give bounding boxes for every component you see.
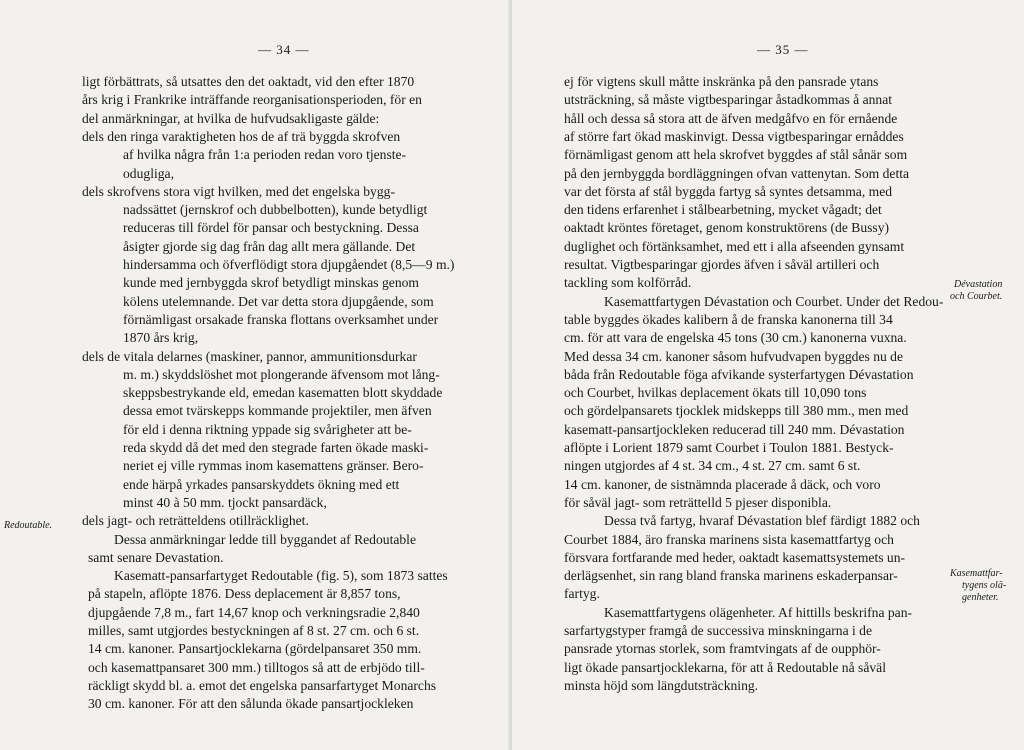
- margin-note: och Courbet.: [950, 291, 1003, 302]
- text-line: års krig i Frankrike inträffande reorganisationsperioden, för en: [82, 92, 422, 108]
- text-line: för såväl jagt- som reträttelld 5 pjeser disponibla.: [564, 494, 832, 510]
- text-line: utsträckning, så måste vigtbesparingar åstadkommas å annat: [564, 92, 893, 108]
- text-line: förnämligast genom att hela skrofvet byggdes af stål sånär som: [564, 147, 908, 163]
- text-line: och kasemattpansaret 300 mm.) tilltogos så att de erbjödo till-: [88, 659, 425, 675]
- text-line: Med dessa 34 cm. kanoner såsom hufvudvapen byggdes nu de: [564, 348, 904, 364]
- text-line: nadssättet (jernskrof och dubbelbotten), kunde betydligt: [123, 202, 428, 218]
- text-line: på stapeln, aflöpte 1876. Dess deplacement är 8,857 tons,: [88, 586, 401, 602]
- text-line: skeppsbestrykande eld, emedan kasematten blott skyddade: [123, 385, 443, 401]
- text-line: del anmärkningar, at hvilka de hufvudsakligaste gälde:: [82, 110, 380, 126]
- text-line: kasematt-pansartjockleken reducerad till 240 mm. Dévastation: [564, 421, 905, 437]
- text-line: Kasemattfartygens olägenheter. Af hittills beskrifna pan-: [604, 604, 913, 620]
- text-line: försvara fortfarande med heder, oaktadt kasemattsystemets un-: [564, 549, 906, 565]
- text-line: dels skrofvens stora vigt hvilken, med det engelska bygg-: [82, 183, 395, 199]
- text-line: dessa emot tvärskepps kommande projektiler, men äfven: [123, 403, 432, 419]
- margin-note: Dévastation: [954, 279, 1003, 290]
- text-line: ningen utgjordes af 4 st. 34 cm., 4 st. 27 cm. samt 6 st.: [564, 458, 861, 474]
- text-line: räckligt skydd bl. a. emot det engelska pansarfartyget Monarchs: [88, 677, 437, 693]
- margin-note: Redoutable.: [4, 520, 53, 531]
- text-line: reduceras till fördel för pansar och bestyckning. Dessa: [123, 220, 419, 236]
- text-line: för eld i denna riktning yppade sig svårigheter att be-: [123, 421, 412, 437]
- text-line: den tidens erfarenhet i stålbearbetning, mycket vågadt; det: [564, 202, 882, 218]
- text-line: hindersamma och öfverflödigt stora djupgåendet (8,5—9 m.): [123, 257, 455, 272]
- right-page: [512, 0, 1024, 750]
- text-line: kunde med jernbyggda skrof betydligt minskas genom: [123, 275, 419, 291]
- text-line: och Courbet, hvilkas deplacement ökats till 10,090 tons: [564, 385, 867, 401]
- page-number: — 34 —: [258, 42, 310, 57]
- text-line: åsigter gjorde sig dag från dag allt mera gällande. Det: [123, 238, 416, 254]
- text-line: odugliga,: [123, 165, 174, 181]
- text-line: Dessa anmärkningar ledde till byggandet af Redoutable: [114, 531, 416, 547]
- text-line: table byggdes ökades kalibern å de franska kanonerna till 34: [564, 311, 893, 327]
- text-line: ligt ökade pansartjocklekarna, för att å Redoutable nå såväl: [564, 659, 886, 675]
- margin-note: genheter.: [962, 592, 999, 603]
- text-line: milles, samt utgjordes bestyckningen af 8 st. 27 cm. och 6 st.: [88, 623, 420, 638]
- text-line: Kasematt-pansarfartyget Redoutable (fig. 5), som 1873 sattes: [114, 568, 448, 584]
- text-line: 1870 års krig,: [123, 330, 199, 346]
- text-line: ej för vigtens skull måtte inskränka på den pansrade ytans: [564, 74, 879, 89]
- text-line: båda från Redoutable föga afvikande systerfartygen Dévastation: [564, 366, 914, 382]
- text-line: reda skydd då det med den stegrade farten ökade maski-: [123, 440, 429, 455]
- text-line: dels den ringa varaktigheten hos de af trä byggda skrofven: [82, 128, 401, 144]
- text-line: Courbet 1884, äro franska marinens sista kasemattfartyg och: [564, 531, 894, 547]
- text-line: förnämligast orsakade franska flottans overksamhet under: [123, 311, 439, 327]
- text-line: sarfartygstyper framgå de successiva minskningarna i de: [564, 623, 873, 638]
- text-line: minsta höjd som längdutsträckning.: [564, 677, 759, 693]
- text-line: af hvilka några från 1:a perioden redan voro tjenste-: [123, 147, 407, 163]
- text-line: håll och dessa så stora att de äfven medgåfvo en för ernående: [564, 110, 898, 126]
- text-line: djupgående 7,8 m., fart 14,67 knop och verkningsradie 2,840: [88, 604, 420, 620]
- text-line: aflöpte i Lorient 1879 samt Courbet i Toulon 1881. Bestyck-: [564, 440, 894, 455]
- text-line: 14 cm. kanoner. Pansartjocklekarna (gördelpansaret 350 mm.: [88, 641, 422, 657]
- text-line: derlägsenhet, sin rang bland franska marinens eskaderpansar-: [564, 568, 898, 584]
- text-line: oaktadt kröntes företaget, genom konstruktörens (de Bussy): [564, 220, 890, 236]
- text-line: cm. för att vara de engelska 45 tons (30 cm.) kanonerna vuxna.: [564, 330, 907, 346]
- text-line: 14 cm. kanoner, de sistnämnda placerade å däck, och voro: [564, 476, 881, 492]
- text-line: dels jagt- och reträtteldens otillräcklighet.: [82, 513, 309, 529]
- text-line: ligt förbättrats, så utsattes den det oaktadt, vid den efter 1870: [82, 74, 415, 89]
- page-number: — 35 —: [757, 42, 809, 57]
- text-line: af större fart ökad maskinvigt. Dessa vigtbesparingar ernåddes: [564, 128, 904, 144]
- text-line: samt senare Devastation.: [88, 549, 224, 565]
- margin-note: Kasemattfar-: [950, 568, 1003, 579]
- text-line: m. m.) skyddslöshet mot plongerande äfvensom mot lång-: [123, 366, 440, 382]
- text-line: duglighet och förtänksamhet, med ett i alla afseenden gynsamt: [564, 238, 905, 254]
- text-line: neriet ej ville rymmas inom kasemattens gränser. Bero-: [123, 458, 424, 474]
- text-line: fartyg.: [564, 586, 600, 602]
- text-line: pansrade ytornas storlek, som framtvingats af de oupphör-: [564, 641, 881, 657]
- text-line: resultat. Vigtbesparingar gjordes äfven i såväl artilleri och: [564, 257, 880, 272]
- text-line: ende härpå yrkades pansarskyddets ökning med ett: [123, 476, 400, 492]
- text-line: på den jernbyggda bordläggningen ofvan vattenytan. Som detta: [564, 165, 910, 181]
- text-line: dels de vitala delarnes (maskiner, pannor, ammunitionsdurkar: [82, 348, 417, 364]
- text-line: 30 cm. kanoner. För att den sålunda ökade pansartjockleken: [88, 696, 414, 712]
- text-line: Kasemattfartygen Dévastation och Courbet. Under det Redou-: [604, 293, 944, 309]
- text-line: minst 40 à 50 mm. tjockt pansardäck,: [123, 494, 327, 510]
- margin-note: tygens olä-: [962, 580, 1007, 591]
- text-line: Dessa två fartyg, hvaraf Dévastation blef färdigt 1882 och: [604, 513, 920, 529]
- text-line: kölens utelemnande. Det var detta stora djupgående, som: [123, 293, 434, 309]
- text-line: tackling som kolförråd.: [564, 275, 692, 291]
- text-line: var det första af stål byggda fartyg så syntes detsamma, med: [564, 183, 893, 199]
- text-line: och gördelpansarets tjocklek midskepps till 380 mm., men med: [564, 403, 909, 419]
